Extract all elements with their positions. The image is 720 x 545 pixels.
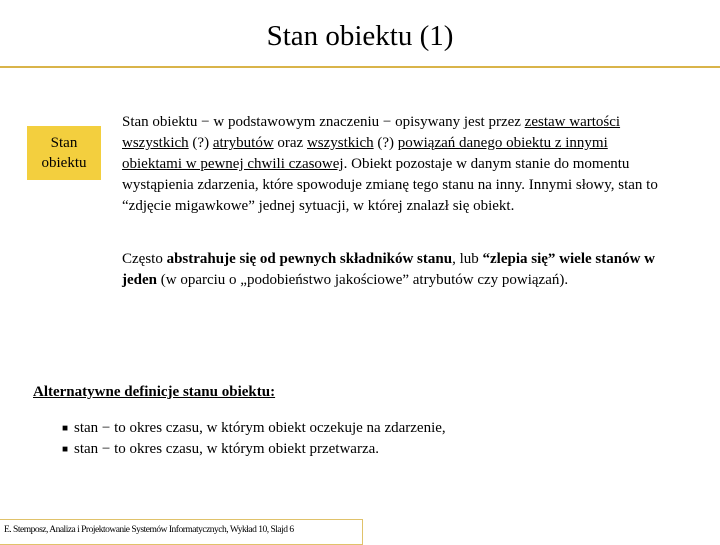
definition-underlined-text: wszystkich — [306, 135, 374, 151]
definition-text: oraz — [273, 135, 307, 151]
abstraction-bold-text: “zlepia się” wiele stanów w jeden — [122, 251, 655, 288]
abstraction-text: , lub — [452, 251, 483, 267]
concept-label-line1: Stan — [50, 135, 78, 151]
definition-text: . Obiekt pozostaje w danym stanie do momentu wystąpienia zdarzenia, które spowoduje zmianę tego stanu na inny. Innymi słowy, stan to “zdjęcie migawkowe” jednej sytuacji, w której znalazł się obiekt. — [122, 156, 658, 214]
definition-underlined-text: zestaw wartości wszystkich — [122, 114, 621, 151]
list-item — [62, 418, 446, 439]
list-item-text: stan − to okres czasu, w którym obiekt oczekuje na zdarzenie, — [74, 420, 446, 436]
slide-title: Stan obiektu (1) — [266, 20, 454, 52]
alternatives-list — [62, 418, 446, 460]
definition-text: (?) — [373, 135, 398, 151]
abstraction-paragraph — [122, 249, 670, 291]
abstraction-text: Często — [122, 251, 167, 267]
definition-text: (?) — [188, 135, 213, 151]
title-divider — [0, 66, 720, 68]
footer-text: E. Stemposz, Analiza i Projektowanie Systemów Informatycznych, Wykład 10, Slajd 6 — [4, 525, 294, 535]
definition-paragraph — [122, 112, 670, 217]
square-bullet-icon: ■ — [62, 423, 69, 434]
definition-underlined-text: atrybutów — [212, 135, 274, 151]
concept-label-line2: obiektu — [41, 155, 87, 171]
definition-term: Stan obiektu — [122, 114, 198, 130]
abstraction-text: (w oparciu o „podobieństwo jakościowe” atrybutów czy powiązań). — [157, 272, 569, 288]
square-bullet-icon: ■ — [62, 444, 69, 455]
list-item-text: stan − to okres czasu, w którym obiekt przetwarza. — [74, 441, 380, 457]
concept-label-box — [27, 126, 101, 180]
alternatives-heading: Alternatywne definicje stanu obiektu: — [33, 384, 276, 400]
definition-text: − w podstawowym znaczeniu − opisywany jest przez — [197, 114, 525, 130]
abstraction-bold-text: abstrahuje się od pewnych składników stanu — [166, 251, 453, 267]
list-item — [62, 439, 446, 460]
definition-underlined-text: powiązań danego obiektu z innymi obiektami w pewnej chwili czasowej — [122, 135, 608, 172]
